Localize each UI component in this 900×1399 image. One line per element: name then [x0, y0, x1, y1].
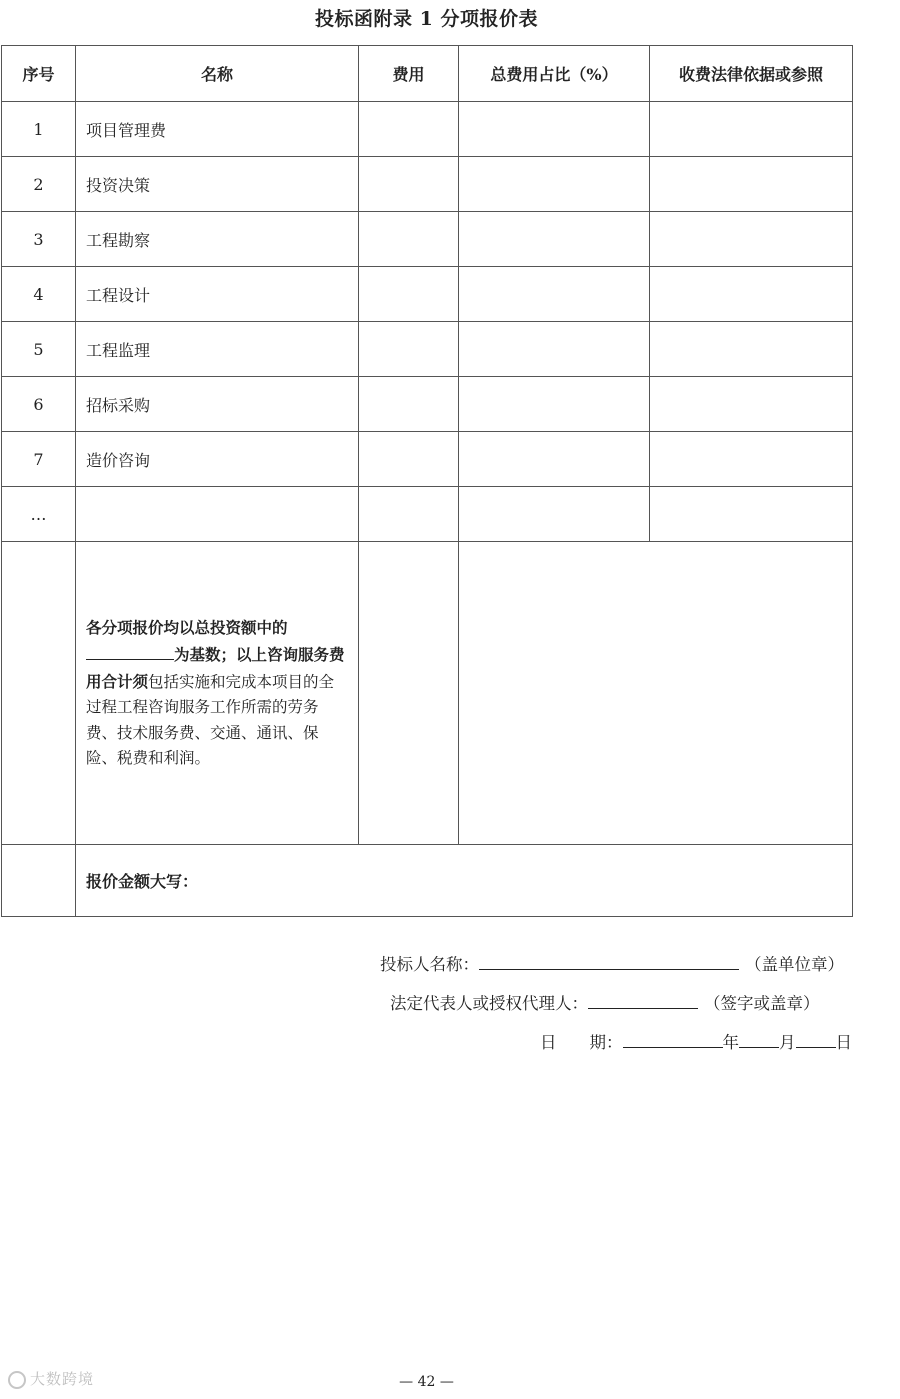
bidder-suffix: （盖单位章）	[745, 955, 844, 974]
watermark-text: 大数跨境	[30, 1370, 95, 1388]
basis-cell[interactable]	[650, 157, 853, 212]
total-no-cell	[2, 845, 76, 917]
rep-input-line[interactable]	[588, 992, 698, 1009]
note-row	[2, 542, 853, 845]
note-bold-2: 为基数；以上咨询服务费用合计须	[86, 645, 345, 691]
row-name: 工程勘察	[76, 212, 359, 267]
fee-cell[interactable]	[359, 267, 459, 322]
rep-suffix: （签字或盖章）	[704, 994, 820, 1013]
row-name: 工程设计	[76, 267, 359, 322]
ratio-cell[interactable]	[459, 487, 650, 542]
date-line	[540, 1029, 852, 1053]
note-merged-cell[interactable]	[459, 542, 853, 845]
year-input-line[interactable]	[623, 1031, 723, 1048]
row-no: 1	[2, 102, 76, 157]
rep-line	[390, 990, 820, 1014]
row-name: 投资决策	[76, 157, 359, 212]
row-name: 造价咨询	[76, 432, 359, 487]
date-label: 日 期：	[540, 1033, 623, 1052]
table-row	[2, 212, 853, 267]
note-fee-cell[interactable]	[359, 542, 459, 845]
day-label: 日	[835, 1033, 852, 1052]
ratio-cell[interactable]	[459, 377, 650, 432]
note-bold-1: 各分项报价均以总投资额中的	[86, 617, 288, 637]
ratio-cell[interactable]	[459, 432, 650, 487]
row-no: 3	[2, 212, 76, 267]
row-no: …	[2, 487, 76, 542]
rep-label: 法定代表人或授权代理人：	[390, 994, 588, 1013]
table-row	[2, 102, 853, 157]
fee-cell[interactable]	[359, 377, 459, 432]
basis-cell[interactable]	[650, 377, 853, 432]
fee-cell[interactable]	[359, 487, 459, 542]
base-blank-line[interactable]	[86, 641, 174, 660]
row-no: 7	[2, 432, 76, 487]
fee-cell[interactable]	[359, 322, 459, 377]
month-label: 月	[779, 1033, 796, 1052]
total-row	[2, 845, 853, 917]
bidder-name-line	[380, 951, 844, 975]
row-name: 招标采购	[76, 377, 359, 432]
row-no: 2	[2, 157, 76, 212]
table-row	[2, 487, 853, 542]
day-input-line[interactable]	[796, 1031, 836, 1048]
quote-table	[1, 45, 853, 917]
table-row	[2, 432, 853, 487]
ratio-cell[interactable]	[459, 157, 650, 212]
fee-cell[interactable]	[359, 212, 459, 267]
note-text	[76, 542, 359, 845]
header-basis: 收费法律依据或参照	[650, 46, 853, 102]
basis-cell[interactable]	[650, 212, 853, 267]
row-name: 工程监理	[76, 322, 359, 377]
basis-cell[interactable]	[650, 267, 853, 322]
table-row	[2, 377, 853, 432]
total-amount-label: 报价金额大写：	[76, 845, 853, 917]
header-name: 名称	[76, 46, 359, 102]
row-name	[76, 487, 359, 542]
ratio-cell[interactable]	[459, 322, 650, 377]
page-number: — 42 —	[399, 1374, 454, 1390]
ratio-cell[interactable]	[459, 212, 650, 267]
row-no: 5	[2, 322, 76, 377]
fee-cell[interactable]	[359, 157, 459, 212]
header-fee: 费用	[359, 46, 459, 102]
row-no: 4	[2, 267, 76, 322]
basis-cell[interactable]	[650, 432, 853, 487]
table-row	[2, 267, 853, 322]
table-row	[2, 157, 853, 212]
header-ratio: 总费用占比（%）	[459, 46, 650, 102]
note-normal: 包括实施和完成本项目的全过程工程咨询服务工作所需的劳务费、技术服务费、交通、通讯、保险、税费和利润。	[86, 672, 335, 767]
ratio-cell[interactable]	[459, 102, 650, 157]
fee-cell[interactable]	[359, 102, 459, 157]
basis-cell[interactable]	[650, 102, 853, 157]
row-no: 6	[2, 377, 76, 432]
bidder-input-line[interactable]	[479, 953, 739, 970]
bidder-label: 投标人名称：	[380, 955, 479, 974]
header-no: 序号	[2, 46, 76, 102]
document-title: 投标函附录 1 分项报价表	[315, 8, 538, 30]
year-label: 年	[722, 1033, 739, 1052]
fee-cell[interactable]	[359, 432, 459, 487]
basis-cell[interactable]	[650, 487, 853, 542]
month-input-line[interactable]	[739, 1031, 779, 1048]
row-name: 项目管理费	[76, 102, 359, 157]
ratio-cell[interactable]	[459, 267, 650, 322]
note-no-cell	[2, 542, 76, 845]
basis-cell[interactable]	[650, 322, 853, 377]
table-row	[2, 322, 853, 377]
